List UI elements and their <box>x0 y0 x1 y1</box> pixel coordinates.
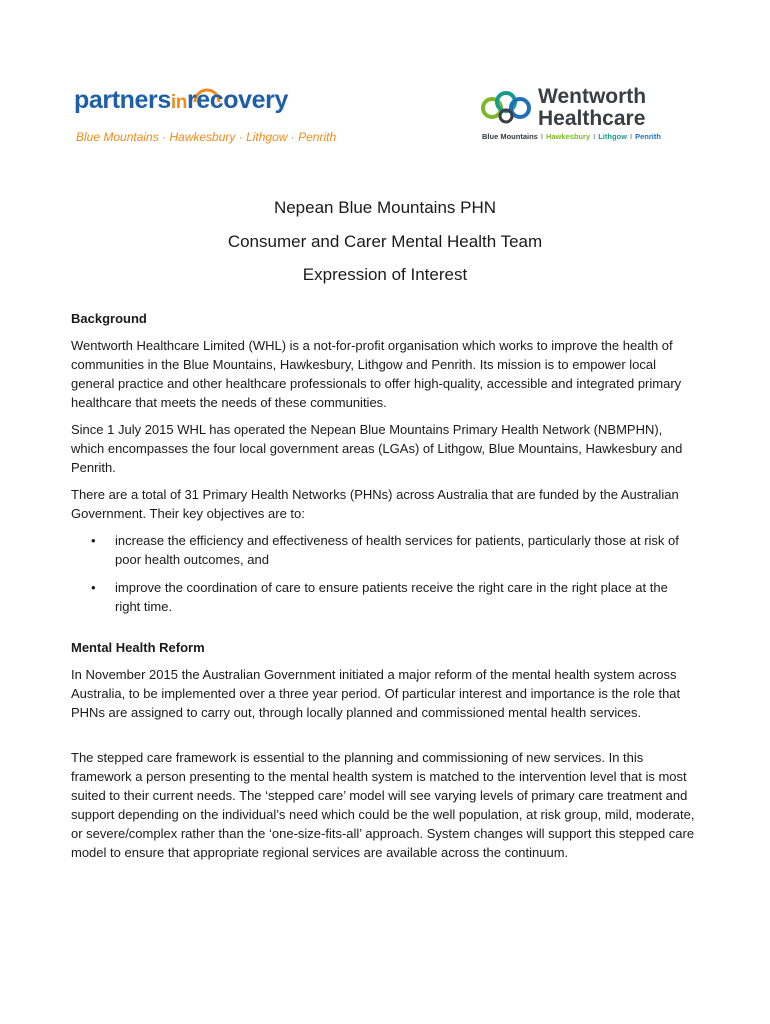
logo-regions: Blue Mountains I Hawkesbury I Lithgow I Penrith <box>482 132 661 141</box>
title-line-3: Expression of Interest <box>302 265 468 284</box>
reform-paragraph-1: In November 2015 the Australian Government initiated a major reform of the mental health system across Australia, to be implemented over a three year period. Of particular interest and importance is the role that PHNs are assigned to carry out, through locally planned and commissioned mental health services. <box>71 667 681 720</box>
logo-name: Wentworth Healthcare <box>538 85 647 130</box>
background-paragraph-3: There are a total of 31 Primary Health Networks (PHNs) across Australia that are funded by the Australian Government. Their key objectives are to: <box>71 487 679 521</box>
logo-wordmark: partnersinrecovery <box>74 86 288 114</box>
partners-in-recovery-logo <box>74 80 337 150</box>
title-line-1: Nepean Blue Mountains PHN <box>273 198 497 217</box>
background-paragraph-1: Wentworth Healthcare Limited (WHL) is a not-for-profit organisation which works to improve the health of communities in the Blue Mountains, Hawkesbury, Lithgow and Penrith. Its mission is to empower local general practice and other healthcare professionals to offer high-quality, accessible and integrated primary healthcare that meets the needs of these communities. <box>71 338 682 410</box>
background-paragraph-2: Since 1 July 2015 WHL has operated the Nepean Blue Mountains Primary Health Network (NBMPHN), which encompasses the four local government areas (LGAs) of Lithgow, Blue Mountains, Hawkesbury and Penrith. <box>71 422 683 475</box>
list-item-text: increase the efficiency and effectiveness of health services for patients, particularly those at risk of poor health outcomes, and <box>115 533 679 567</box>
bullet-icon: • <box>91 580 96 595</box>
reform-paragraph-2: The stepped care framework is essential to the planning and commissioning of new services. In this framework a person presenting to the mental health system is matched to the intervention level that is most suited to their current needs. The ‘stepped care’ model will see varying levels of primary care treatment and support depending on the individual’s need which could be the well population, at risk group, mild, moderate, or severe/complex rather than the ‘one-size-fits-all’ approach. System changes will support this stepped care model to ensure that appropriate regional services are available across the continuum. <box>71 750 695 860</box>
logo-tagline: Blue Mountains · Hawkesbury · Lithgow · Penrith <box>76 130 337 144</box>
bullet-icon: • <box>91 533 96 548</box>
section-heading-mental-health-reform: Mental Health Reform <box>71 640 205 655</box>
list-item-text: improve the coordination of care to ensure patients receive the right care in the right place at the right time. <box>115 580 668 614</box>
interlocking-circles-icon <box>480 84 536 126</box>
title-line-2: Consumer and Carer Mental Health Team <box>227 232 543 251</box>
section-heading-background: Background <box>71 311 147 326</box>
wentworth-healthcare-logo <box>480 82 690 152</box>
